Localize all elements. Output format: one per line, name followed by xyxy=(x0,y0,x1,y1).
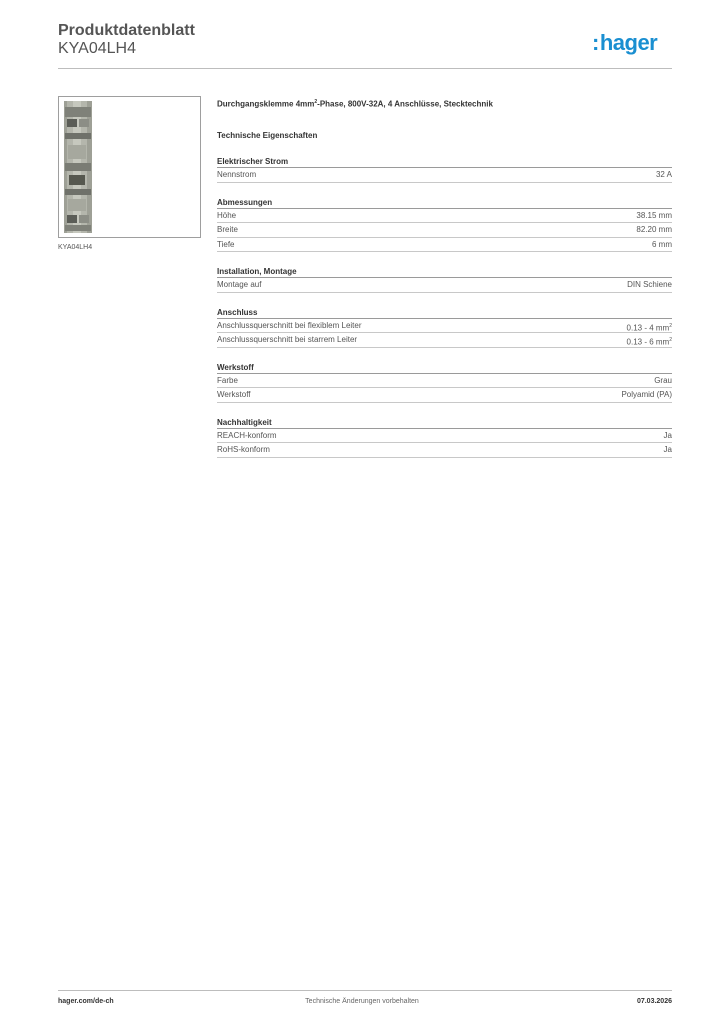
footer-notice: Technische Änderungen vorbehalten xyxy=(305,998,419,1005)
property-row xyxy=(217,374,672,389)
section-title: Werkstoff xyxy=(217,362,672,374)
property-label: Montage auf xyxy=(217,280,262,289)
footer-date: 07.03.2026 xyxy=(636,998,672,1005)
property-label: Tiefe xyxy=(217,239,235,249)
property-label: Anschlussquerschnitt bei starrem Leiter xyxy=(217,335,358,344)
property-section xyxy=(217,156,672,183)
technical-properties-heading: Technische Eigenschaften xyxy=(217,131,318,140)
property-value: 0.13 - 6 $mm^2$ xyxy=(626,337,672,347)
terminal-block-illustration xyxy=(59,97,200,237)
product-code-title: KYA04LH4 xyxy=(58,40,136,57)
property-section xyxy=(217,417,672,458)
property-value: 82.20 mm xyxy=(636,225,672,234)
section-title: Installation, Montage xyxy=(217,266,672,278)
property-row xyxy=(217,168,672,183)
property-row xyxy=(217,209,672,224)
property-row xyxy=(217,278,672,293)
property-section xyxy=(217,197,672,253)
product-image-caption: KYA04LH4 xyxy=(58,244,93,251)
property-label: RoHS-konform xyxy=(217,445,270,454)
property-section xyxy=(217,266,672,293)
property-value: Ja xyxy=(663,445,672,454)
product-details xyxy=(217,96,672,458)
property-row xyxy=(217,238,672,253)
section-title: Elektrischer Strom xyxy=(217,156,672,168)
property-section xyxy=(217,307,672,348)
section-title: Nachhaltigkeit xyxy=(217,417,672,429)
footer-divider xyxy=(58,990,672,991)
section-title: Abmessungen xyxy=(217,197,672,209)
property-value: Ja xyxy=(663,430,672,440)
product-description: Durchgangsklemme $4mm^2$-Phase, 800V-32A, 4 Anschlüsse, Stecktechnik xyxy=(217,99,493,109)
property-row xyxy=(217,223,672,238)
property-label: Höhe xyxy=(217,210,237,220)
property-value: 0.13 - 4 $mm^2$ xyxy=(626,322,672,333)
footer-website[interactable]: hager.com/de-ch xyxy=(58,998,114,1005)
property-label: Farbe xyxy=(217,375,238,385)
property-section xyxy=(217,362,672,403)
property-label: Breite xyxy=(217,225,238,234)
property-value: Polyamid (PA) xyxy=(621,390,672,399)
property-value: 6 mm xyxy=(652,239,672,249)
property-value: Grau xyxy=(654,375,672,385)
property-row xyxy=(217,388,672,403)
document-title: Produktdatenblatt xyxy=(58,22,195,39)
hager-logo-text: hager xyxy=(599,30,658,55)
property-label: REACH-konform xyxy=(217,430,277,440)
header-divider xyxy=(58,68,672,69)
property-value: 38.15 mm xyxy=(636,210,672,220)
property-row xyxy=(217,429,672,444)
property-row xyxy=(217,443,672,458)
property-value: 32 A xyxy=(655,170,672,179)
property-label: Anschlussquerschnitt bei flexiblem Leiter xyxy=(217,320,362,330)
hager-logo: :hager xyxy=(592,30,658,55)
property-label: Werkstoff xyxy=(217,390,251,399)
product-image xyxy=(58,96,201,238)
property-row xyxy=(217,319,672,334)
section-title: Anschluss xyxy=(217,307,672,319)
property-row xyxy=(217,333,672,348)
property-label: Nennstrom xyxy=(217,170,257,179)
property-sections xyxy=(217,156,672,458)
property-value: DIN Schiene xyxy=(627,280,672,289)
